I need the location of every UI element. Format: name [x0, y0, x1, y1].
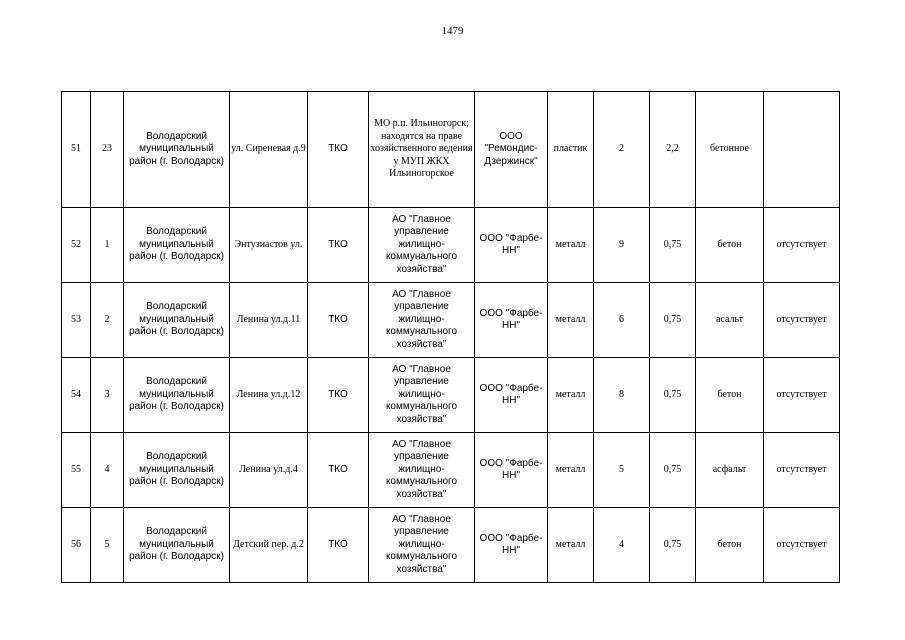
cell-material: металл — [548, 283, 594, 358]
cell-surface: асальт — [696, 283, 764, 358]
cell-address: Детский пер. д.2 — [230, 508, 308, 583]
cell-address: Ленина ул.д.11 — [230, 283, 308, 358]
cell-waste-type: ТКО — [308, 283, 369, 358]
registry-table — [61, 91, 840, 583]
cell-district-index: 1 — [91, 208, 124, 283]
cell-material: металл — [548, 208, 594, 283]
cell-fence: отсутствует — [764, 208, 840, 283]
cell-district-index: 2 — [91, 283, 124, 358]
table-row — [62, 508, 840, 583]
cell-volume: 0,75 — [650, 283, 696, 358]
cell-volume: 0,75 — [650, 358, 696, 433]
cell-address: ул. Сиреневая д.9 — [230, 92, 308, 208]
cell-district: Володарский муниципальный район (г. Володарск) — [124, 92, 230, 208]
cell-owner: АО "Главное управление жилищно-коммунального хозяйства" — [369, 283, 475, 358]
cell-owner: АО "Главное управление жилищно-коммунального хозяйства" — [369, 433, 475, 508]
cell-operator: ООО "Фарбе-НН" — [475, 283, 548, 358]
cell-waste-type: ТКО — [308, 433, 369, 508]
cell-fence: отсутствует — [764, 283, 840, 358]
cell-material: металл — [548, 508, 594, 583]
cell-operator: ООО "Фарбе-НН" — [475, 208, 548, 283]
cell-volume: 2,2 — [650, 92, 696, 208]
table-row — [62, 92, 840, 208]
cell-surface: бетон — [696, 508, 764, 583]
cell-fence: отсутствует — [764, 508, 840, 583]
cell-district-index: 4 — [91, 433, 124, 508]
cell-waste-type: ТКО — [308, 208, 369, 283]
table-row — [62, 358, 840, 433]
cell-container-count: 8 — [594, 358, 650, 433]
cell-owner: АО "Главное управление жилищно-коммунального хозяйства" — [369, 208, 475, 283]
cell-district-index: 3 — [91, 358, 124, 433]
cell-surface: бетонное — [696, 92, 764, 208]
cell-fence: отсутствует — [764, 358, 840, 433]
cell-operator: ООО "Фарбе-НН" — [475, 508, 548, 583]
cell-address: Энтузиастов ул. — [230, 208, 308, 283]
cell-row-number: 52 — [62, 208, 91, 283]
cell-row-number: 54 — [62, 358, 91, 433]
cell-row-number: 56 — [62, 508, 91, 583]
table-row — [62, 433, 840, 508]
cell-district-index: 23 — [91, 92, 124, 208]
cell-material: металл — [548, 358, 594, 433]
cell-fence — [764, 92, 840, 208]
cell-district-index: 5 — [91, 508, 124, 583]
cell-volume: 0,75 — [650, 208, 696, 283]
cell-fence: отсутствует — [764, 433, 840, 508]
table-row — [62, 208, 840, 283]
cell-row-number: 55 — [62, 433, 91, 508]
cell-waste-type: ТКО — [308, 508, 369, 583]
cell-operator: ООО "Ремондис-Дзержинск" — [475, 92, 548, 208]
cell-container-count: 2 — [594, 92, 650, 208]
cell-volume: 0,75 — [650, 433, 696, 508]
table-row — [62, 283, 840, 358]
cell-surface: бетон — [696, 358, 764, 433]
cell-surface: асфальт — [696, 433, 764, 508]
cell-district: Володарский муниципальный район (г. Володарск) — [124, 358, 230, 433]
cell-owner: АО "Главное управление жилищно-коммунального хозяйства" — [369, 508, 475, 583]
cell-surface: бетон — [696, 208, 764, 283]
cell-row-number: 53 — [62, 283, 91, 358]
cell-owner: МО р.п. Ильиногорск; находятся на праве хозяйственного ведения у МУП ЖКХ Ильиногорское — [369, 92, 475, 208]
cell-operator: ООО "Фарбе-НН" — [475, 433, 548, 508]
cell-row-number: 51 — [62, 92, 91, 208]
cell-container-count: 4 — [594, 508, 650, 583]
cell-district: Володарский муниципальный район (г. Володарск) — [124, 283, 230, 358]
cell-material: металл — [548, 433, 594, 508]
cell-waste-type: ТКО — [308, 92, 369, 208]
cell-container-count: 5 — [594, 433, 650, 508]
cell-owner: АО "Главное управление жилищно-коммунального хозяйства" — [369, 358, 475, 433]
cell-container-count: 9 — [594, 208, 650, 283]
cell-container-count: 6 — [594, 283, 650, 358]
cell-district: Володарский муниципальный район (г. Володарск) — [124, 433, 230, 508]
cell-address: Ленина ул.д.12 — [230, 358, 308, 433]
cell-address: Ленина ул.д.4 — [230, 433, 308, 508]
cell-material: пластик — [548, 92, 594, 208]
cell-district: Володарский муниципальный район (г. Володарск) — [124, 508, 230, 583]
cell-operator: ООО "Фарбе-НН" — [475, 358, 548, 433]
cell-district: Володарский муниципальный район (г. Володарск) — [124, 208, 230, 283]
cell-volume: 0,75 — [650, 508, 696, 583]
page-number: 1479 — [441, 25, 464, 37]
cell-waste-type: ТКО — [308, 358, 369, 433]
